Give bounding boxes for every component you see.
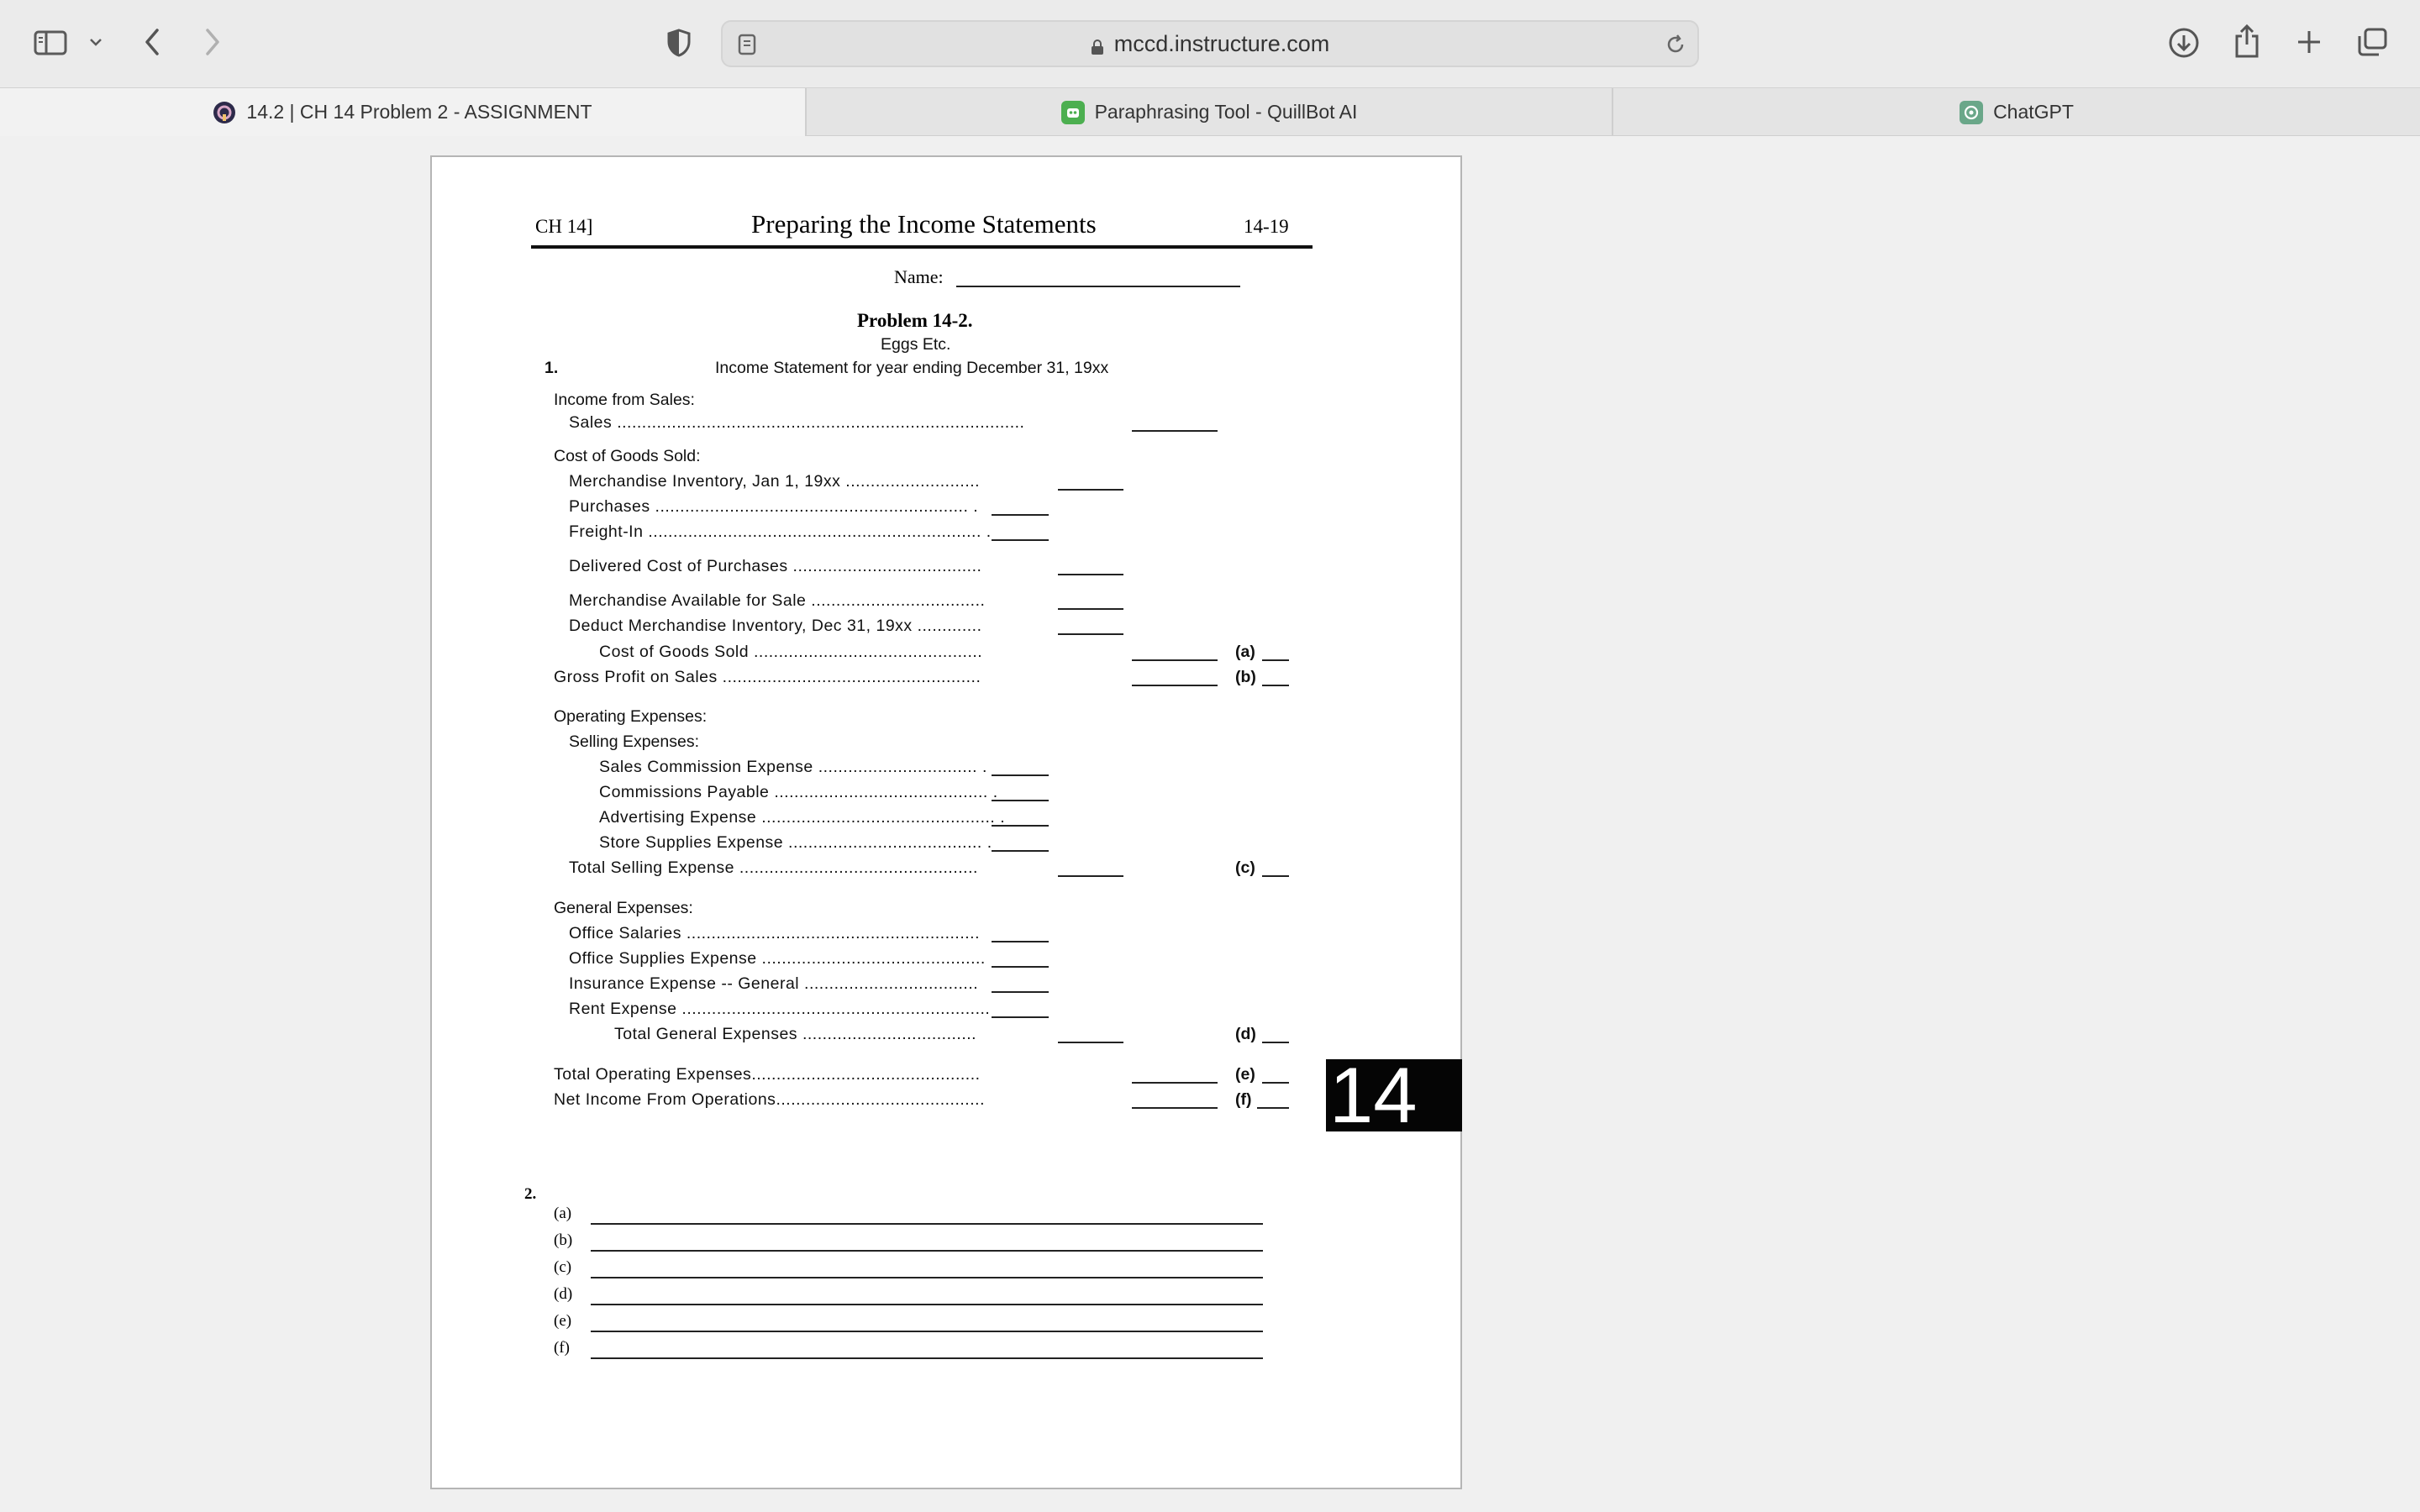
tab-overview-icon[interactable] <box>2354 25 2390 59</box>
part2-answer-line[interactable] <box>591 1250 1263 1252</box>
problem-title: Problem 14-2. <box>857 310 973 331</box>
purchases-line[interactable] <box>992 514 1049 516</box>
merch-inv-jan-row: Merchandise Inventory, Jan 1, 19xx ........................... <box>569 472 981 491</box>
gross-profit-line[interactable] <box>1132 685 1218 686</box>
total-selling-row: Total Selling Expense ................................................ <box>569 858 978 877</box>
tab-quillbot[interactable] <box>805 88 1612 136</box>
part2-answer-line[interactable] <box>591 1331 1263 1332</box>
part2-label: (f) <box>554 1339 570 1357</box>
chapter-label: CH 14] <box>535 216 593 237</box>
tab-bar <box>0 87 2420 136</box>
part2-label: (a) <box>554 1205 572 1222</box>
freight-in-line[interactable] <box>992 539 1049 541</box>
sales-answer-line[interactable] <box>1132 430 1218 432</box>
total-general-row: Total General Expenses ................................... <box>614 1025 977 1043</box>
new-tab-icon[interactable] <box>2294 27 2324 57</box>
part2-answer-line[interactable] <box>591 1357 1263 1359</box>
tab-chatgpt[interactable] <box>1612 88 2420 136</box>
office-supplies-line[interactable] <box>992 966 1049 968</box>
insurance-line[interactable] <box>992 991 1049 993</box>
tab-title: 14.2 | CH 14 Problem 2 - ASSIGNMENT <box>246 101 592 123</box>
part2-label: (d) <box>554 1285 573 1303</box>
url-text: mccd.instructure.com <box>1113 30 1330 56</box>
share-icon[interactable] <box>2230 22 2264 60</box>
merch-inv-jan-line[interactable] <box>1058 489 1123 491</box>
insurance-row: Insurance Expense -- General ................................... <box>569 974 979 993</box>
address-bar[interactable] <box>721 20 1699 67</box>
downloads-icon[interactable] <box>2166 25 2202 60</box>
lock-icon <box>1091 35 1104 52</box>
canvas-favicon-icon <box>213 101 236 124</box>
freight-in-row: Freight-In ................................................................... . <box>569 522 992 541</box>
income-from-sales-heading: Income from Sales: <box>554 391 695 409</box>
browser-toolbar <box>0 0 2420 87</box>
cogs-total-row: Cost of Goods Sold .............................................. <box>599 643 983 661</box>
selling-expenses-heading: Selling Expenses: <box>569 732 700 751</box>
office-salaries-line[interactable] <box>992 941 1049 942</box>
delivered-cost-row: Delivered Cost of Purchases ...................................... <box>569 557 982 575</box>
part2-answer-line[interactable] <box>591 1223 1263 1225</box>
reload-icon[interactable] <box>1664 32 1687 57</box>
label-b: (b) <box>1235 668 1256 686</box>
part-1-number: 1. <box>544 359 559 377</box>
label-c: (c) <box>1235 858 1255 877</box>
merch-available-row: Merchandise Available for Sale ................................... <box>569 591 986 610</box>
gross-profit-row: Gross Profit on Sales .................................................... <box>554 668 981 686</box>
header-rule <box>531 245 1313 249</box>
page-number: 14-19 <box>1244 216 1289 237</box>
page-title: Preparing the Income Statements <box>751 209 1097 239</box>
advertising-line[interactable] <box>992 825 1049 827</box>
part2-answer-line[interactable] <box>591 1277 1263 1278</box>
company-name: Eggs Etc. <box>881 335 951 354</box>
cogs-heading: Cost of Goods Sold: <box>554 447 701 465</box>
quillbot-favicon-icon <box>1061 101 1085 124</box>
chatgpt-favicon-icon <box>1960 101 1983 124</box>
name-label: Name: <box>894 266 944 287</box>
part2-label: (b) <box>554 1231 573 1249</box>
store-supplies-line[interactable] <box>992 850 1049 852</box>
cogs-total-line[interactable] <box>1132 659 1218 661</box>
sidebar-toggle-icon[interactable] <box>32 27 69 59</box>
advertising-row: Advertising Expense ............................................... . <box>599 808 1006 827</box>
merch-available-line[interactable] <box>1058 608 1123 610</box>
deduct-merch-line[interactable] <box>1058 633 1123 635</box>
label-e-line[interactable] <box>1262 1082 1289 1084</box>
part2-label: (c) <box>554 1258 572 1276</box>
label-d: (d) <box>1235 1025 1256 1043</box>
label-a-line[interactable] <box>1262 659 1289 661</box>
label-f: (f) <box>1235 1090 1252 1109</box>
net-income-line[interactable] <box>1132 1107 1218 1109</box>
net-income-row: Net Income From Operations.......................................... <box>554 1090 985 1109</box>
sales-commission-row: Sales Commission Expense ................................ . <box>599 758 987 776</box>
total-general-line[interactable] <box>1058 1042 1123 1043</box>
label-a: (a) <box>1235 643 1255 661</box>
total-selling-line[interactable] <box>1058 875 1123 877</box>
operating-expenses-heading: Operating Expenses: <box>554 707 708 726</box>
tab-title: Paraphrasing Tool - QuillBot AI <box>1094 101 1358 123</box>
rent-row: Rent Expense .............................................................. <box>569 1000 991 1018</box>
delivered-cost-line[interactable] <box>1058 574 1123 575</box>
label-c-line[interactable] <box>1262 875 1289 877</box>
deduct-merch-row: Deduct Merchandise Inventory, Dec 31, 19xx ............. <box>569 617 982 635</box>
url-display[interactable] <box>723 22 1697 66</box>
commissions-payable-row: Commissions Payable ........................................... . <box>599 783 998 801</box>
chapter-thumb-tab: 14 <box>1326 1059 1462 1131</box>
total-operating-line[interactable] <box>1132 1082 1218 1084</box>
part-2-number: 2. <box>524 1185 537 1203</box>
part2-answer-line[interactable] <box>591 1304 1263 1305</box>
label-b-line[interactable] <box>1262 685 1289 686</box>
general-expenses-heading: General Expenses: <box>554 899 693 917</box>
store-supplies-row: Store Supplies Expense ....................................... . <box>599 833 992 852</box>
label-f-line[interactable] <box>1257 1107 1289 1109</box>
chevron-down-icon[interactable] <box>86 32 106 52</box>
total-operating-row: Total Operating Expenses.............................................. <box>554 1065 981 1084</box>
office-supplies-row: Office Supplies Expense ............................................. <box>569 949 986 968</box>
sales-row: Sales .................................................................................. <box>569 413 1025 432</box>
sales-commission-line[interactable] <box>992 774 1049 776</box>
part2-label: (e) <box>554 1312 572 1330</box>
purchases-row: Purchases ............................................................... . <box>569 497 979 516</box>
document-page <box>430 155 1462 1489</box>
tab-assignment[interactable] <box>0 88 805 136</box>
forward-icon[interactable] <box>198 25 227 59</box>
office-salaries-row: Office Salaries ........................................................... <box>569 924 981 942</box>
rent-line[interactable] <box>992 1016 1049 1018</box>
statement-title: Income Statement for year ending December 31, 19xx <box>715 359 1109 377</box>
back-icon[interactable] <box>138 25 166 59</box>
label-d-line[interactable] <box>1262 1042 1289 1043</box>
commissions-payable-line[interactable] <box>992 800 1049 801</box>
label-e: (e) <box>1235 1065 1255 1084</box>
tab-title: ChatGPT <box>1993 101 2074 123</box>
privacy-shield-icon[interactable] <box>664 27 694 59</box>
name-input-line[interactable] <box>956 286 1240 287</box>
